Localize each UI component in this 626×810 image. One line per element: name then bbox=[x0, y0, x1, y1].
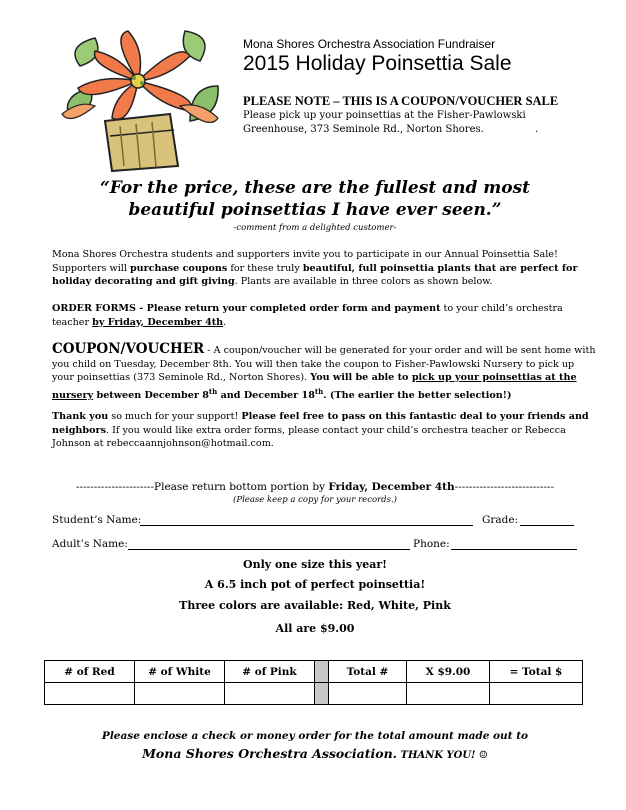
order-forms-paragraph bbox=[52, 302, 592, 329]
col-total-dollars: = Total $ bbox=[490, 661, 583, 683]
order-forms-line-1: ORDER FORMS - Please return your completed order form and payment to your child’s orchestra bbox=[52, 303, 563, 314]
org-name: Mona Shores Orchestra Association Fundraiser bbox=[243, 37, 496, 51]
quote-attribution: -comment from a delighted customer- bbox=[233, 223, 397, 233]
coupon-line-3: your poinsettias (373 Seminole Rd., Norton Shores). You will be able to pick up your poinsettias at the bbox=[52, 372, 577, 383]
price-cell bbox=[407, 683, 490, 705]
coupon-line-2: you child on Tuesday, December 8th. You will then take the coupon to Fisher-Pawlowski Nursery to pick up bbox=[52, 358, 575, 370]
total-qty-cell[interactable] bbox=[329, 683, 407, 705]
shaded-divider-cell bbox=[315, 683, 329, 705]
intro-line-3: holiday decorating and gift giving. Plants are available in three colors as shown below. bbox=[52, 276, 493, 287]
student-name-label: Student’s Name: bbox=[52, 514, 142, 526]
coupon-sale-note: PLEASE NOTE – THIS IS A COUPON/VOUCHER SALE bbox=[243, 94, 559, 108]
thanks-line-1: Thank you so much for your support! Please feel free to pass on this fantastic deal to your friends and bbox=[52, 411, 589, 422]
quote-line-1: “For the price, these are the fullest and most bbox=[99, 178, 531, 198]
thanks-paragraph bbox=[52, 410, 592, 451]
col-total: Total # bbox=[329, 661, 407, 683]
table-header-row bbox=[45, 661, 583, 683]
intro-paragraph bbox=[52, 248, 592, 289]
footer-line-1: Please enclose a check or money order for the total amount made out to bbox=[101, 730, 529, 742]
col-pink: # of Pink bbox=[225, 661, 315, 683]
student-name-field[interactable] bbox=[140, 525, 473, 526]
offer-line-4: All are $9.00 bbox=[275, 622, 355, 635]
return-portion-line: ----------------------Please return bottom portion by Friday, December 4th---------------------------- bbox=[75, 481, 555, 493]
coupon-paragraph bbox=[52, 341, 596, 402]
customer-quote bbox=[60, 177, 570, 221]
order-forms-line-2: teacher by Friday, December 4th. bbox=[52, 316, 227, 328]
quote-line-2: beautiful poinsettias I have ever seen.” bbox=[128, 200, 502, 220]
grade-label: Grade: bbox=[482, 514, 519, 526]
col-red: # of Red bbox=[45, 661, 135, 683]
adult-name-label: Adult’s Name: bbox=[52, 538, 128, 550]
adult-name-field[interactable] bbox=[128, 549, 410, 550]
intro-line-2: Supporters will purchase coupons for these truly beautiful, full poinsettia plants that are perfect for bbox=[52, 262, 578, 274]
intro-line-1: Mona Shores Orchestra students and supporters invite you to participate in our Annual Poinsettia Sale! bbox=[52, 249, 558, 260]
col-white: # of White bbox=[135, 661, 225, 683]
page-title: 2015 Holiday Poinsettia Sale bbox=[243, 52, 512, 75]
col-price: X $9.00 bbox=[407, 661, 490, 683]
red-qty-cell[interactable] bbox=[45, 683, 135, 705]
white-qty-cell[interactable] bbox=[135, 683, 225, 705]
poinsettia-logo bbox=[50, 26, 228, 176]
pickup-dot: . bbox=[535, 124, 539, 135]
thanks-line-3: Johnson at rebeccaannjohnson@hotmail.com. bbox=[52, 438, 274, 449]
total-dollars-cell[interactable] bbox=[490, 683, 583, 705]
shaded-divider bbox=[315, 661, 329, 683]
keep-copy-note: (Please keep a copy for your records.) bbox=[233, 495, 397, 505]
pink-qty-cell[interactable] bbox=[225, 683, 315, 705]
offer-line-1: Only one size this year! bbox=[242, 558, 387, 571]
order-table bbox=[44, 660, 583, 705]
thanks-line-2: neighbors. If you would like extra order forms, please contact your child’s orchestra teacher or Rebecca bbox=[52, 424, 566, 436]
footer-line-2: Mona Shores Orchestra Association. THANK YOU! ☺ bbox=[142, 746, 488, 761]
coupon-line-4: nursery between December 8th and December 18th. (The earlier the better selection!) bbox=[52, 386, 512, 401]
coupon-line-1: COUPON/VOUCHER - A coupon/voucher will be generated for your order and will be sent home with bbox=[52, 341, 596, 357]
pickup-line-2: Greenhouse, 373 Seminole Rd., Norton Shores. bbox=[243, 124, 484, 135]
offer-line-3: Three colors are available: Red, White, Pink bbox=[179, 599, 451, 612]
offer-line-2: A 6.5 inch pot of perfect poinsettia! bbox=[204, 578, 426, 591]
table-input-row bbox=[45, 683, 583, 705]
phone-field[interactable] bbox=[451, 549, 577, 550]
pickup-line-1: Please pick up your poinsettias at the Fisher-Pawlowski bbox=[243, 110, 526, 121]
grade-field[interactable] bbox=[520, 525, 574, 526]
phone-label: Phone: bbox=[413, 538, 450, 550]
